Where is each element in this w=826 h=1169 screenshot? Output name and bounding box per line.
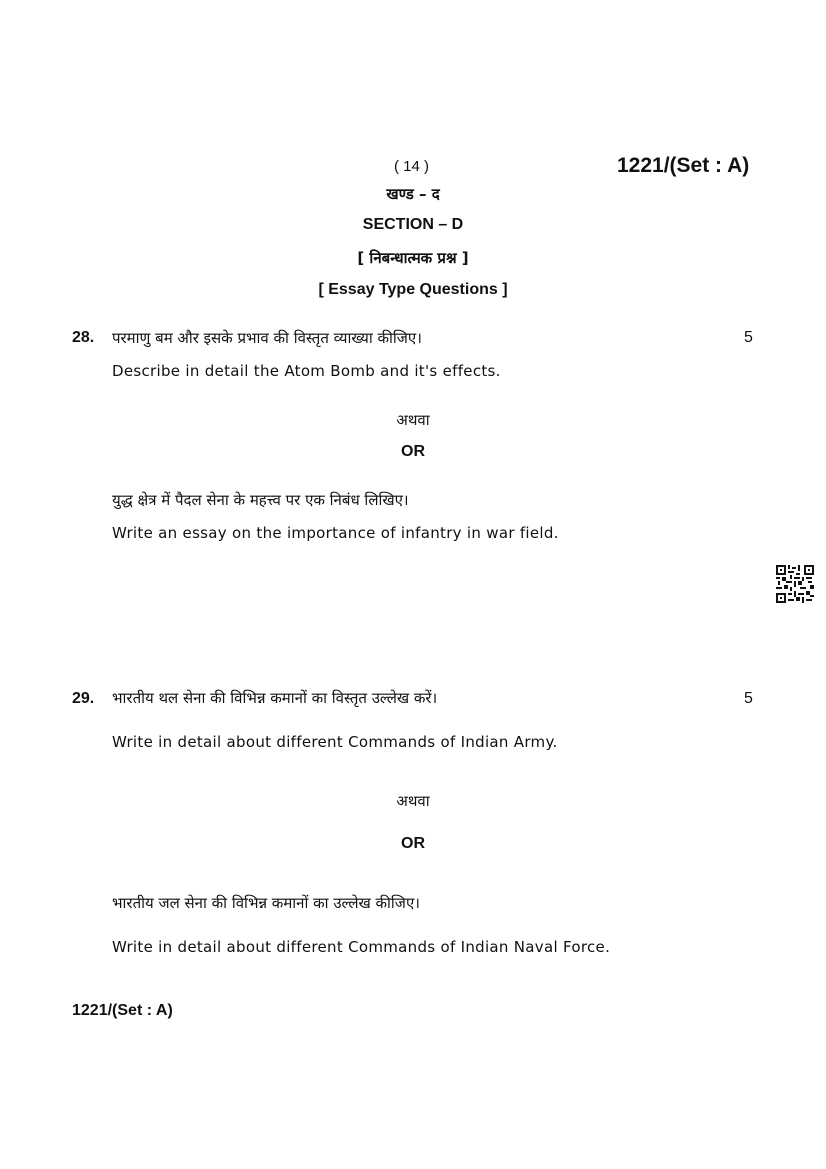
section-subtitle: [ Essay Type Questions ] <box>318 281 508 298</box>
section-title-hindi: खण्ड – द <box>386 185 440 203</box>
question-text-english: Describe in detail the Atom Bomb and it's effects. <box>112 362 501 380</box>
question-text-hindi: भारतीय थल सेना की विभिन्न कमानों का विस्तृत उल्लेख करें। <box>112 689 438 707</box>
question-text-hindi: परमाणु बम और इसके प्रभाव की विस्तृत व्याख्या कीजिए। <box>112 329 422 347</box>
question-text-english: Write in detail about different Commands of Indian Army. <box>112 733 558 751</box>
section-title: SECTION – D <box>362 216 464 233</box>
qr-code-icon <box>776 565 814 603</box>
question-number: 28. <box>72 329 95 346</box>
or-separator: OR <box>401 835 425 852</box>
alternative-question-hindi: भारतीय जल सेना की विभिन्न कमानों का उल्लेख कीजिए। <box>112 894 420 912</box>
paper-code-footer: 1221/(Set : A) <box>72 1002 173 1019</box>
question-number: 29. <box>72 690 95 707</box>
or-separator-hindi: अथवा <box>396 792 430 810</box>
or-separator: OR <box>401 443 425 460</box>
alternative-question-english: Write an essay on the importance of infantry in war field. <box>112 524 559 542</box>
paper-code-header: 1221/(Set : A) <box>617 154 750 177</box>
alternative-question-english: Write in detail about different Commands of Indian Naval Force. <box>112 938 611 956</box>
page-number: ( 14 ) <box>394 158 430 175</box>
question-marks: 5 <box>744 690 753 707</box>
alternative-question-hindi: युद्ध क्षेत्र में पैदल सेना के महत्त्व पर एक निबंध लिखिए। <box>112 491 409 509</box>
question-marks: 5 <box>744 329 753 346</box>
section-subtitle-hindi: [ निबन्धात्मक प्रश्न ] <box>357 249 469 267</box>
or-separator-hindi: अथवा <box>396 411 430 429</box>
